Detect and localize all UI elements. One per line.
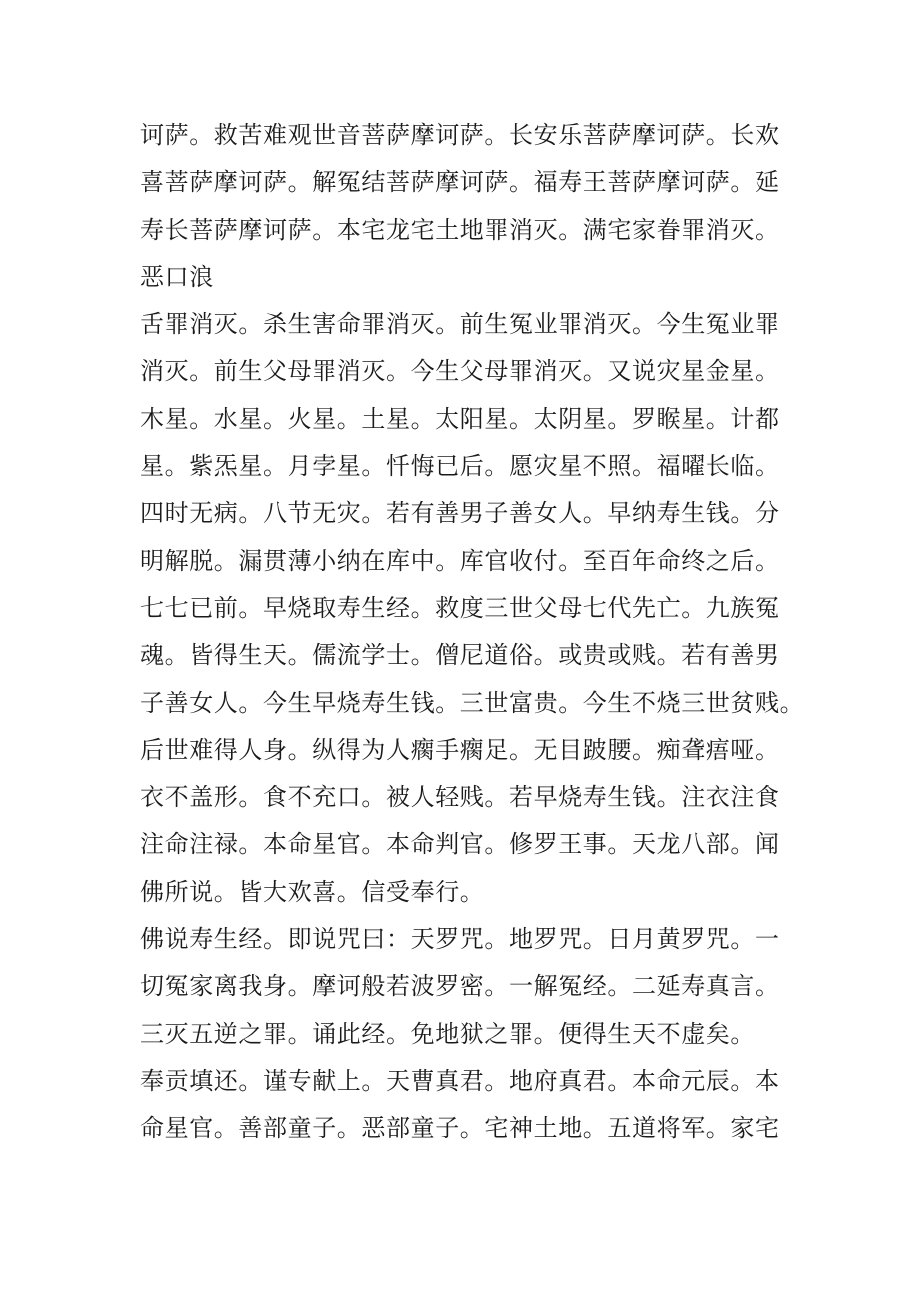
text-line: 七七已前。早烧取寿生经。救度三世父母七代先亡。九族冤 [140,593,780,622]
text-line: 奉贡填还。谨专献上。天曹真君。地府真君。本命元辰。本 [140,1066,780,1095]
text-line: 魂。皆得生天。儒流学士。僧尼道俗。或贵或贱。若有善男 [140,641,780,670]
text-line: 诃萨。救苦难观世音菩萨摩诃萨。长安乐菩萨摩诃萨。长欢 [140,121,780,149]
text-line: 喜菩萨摩诃萨。解冤结菩萨摩诃萨。福寿王菩萨摩诃萨。延 [140,168,780,197]
text-line: 星。紫炁星。月孛星。忏悔已后。愿灾星不照。福曜长临。 [140,452,780,481]
text-line: 木星。水星。火星。土星。太阳星。太阴星。罗睺星。计都 [140,404,780,433]
text-line: 恶口浪 [140,262,214,291]
text-line: 衣不盖形。食不充口。被人轻贱。若早烧寿生钱。注衣注食 [140,783,780,812]
text-line: 佛所说。皆大欢喜。信受奉行。 [140,877,485,906]
text-line: 明解脱。漏贯薄小纳在库中。库官收付。至百年命终之后。 [140,546,780,575]
text-line: 命星官。善部童子。恶部童子。宅神土地。五道将军。家宅 [140,1114,780,1143]
text-line: 子善女人。今生早烧寿生钱。三世富贵。今生不烧三世贫贱。 [140,688,805,717]
text-line: 三灭五逆之罪。诵此经。免地狱之罪。便得生天不虚矣。 [140,1019,755,1048]
text-line: 佛说寿生经。即说咒曰：天罗咒。地罗咒。日月黄罗咒。一 [140,925,780,954]
text-line: 注命注禄。本命星官。本命判官。修罗王事。天龙八部。闻 [140,830,780,859]
text-line: 寿长菩萨摩诃萨。本宅龙宅土地罪消灭。满宅家眷罪消灭。 [140,215,780,244]
sutra-text [140,112,805,1153]
text-line: 切冤家离我身。摩诃般若波罗密。一解冤经。二延寿真言。 [140,972,780,1001]
text-line: 消灭。前生父母罪消灭。今生父母罪消灭。又说灾星金星。 [140,357,780,386]
text-line: 四时无病。八节无灾。若有善男子善女人。早纳寿生钱。分 [140,499,780,528]
text-line: 舌罪消灭。杀生害命罪消灭。前生冤业罪消灭。今生冤业罪 [140,310,780,339]
text-line: 后世难得人身。纵得为人瘸手瘸足。无目跛腰。痴聋痦哑。 [140,735,780,764]
